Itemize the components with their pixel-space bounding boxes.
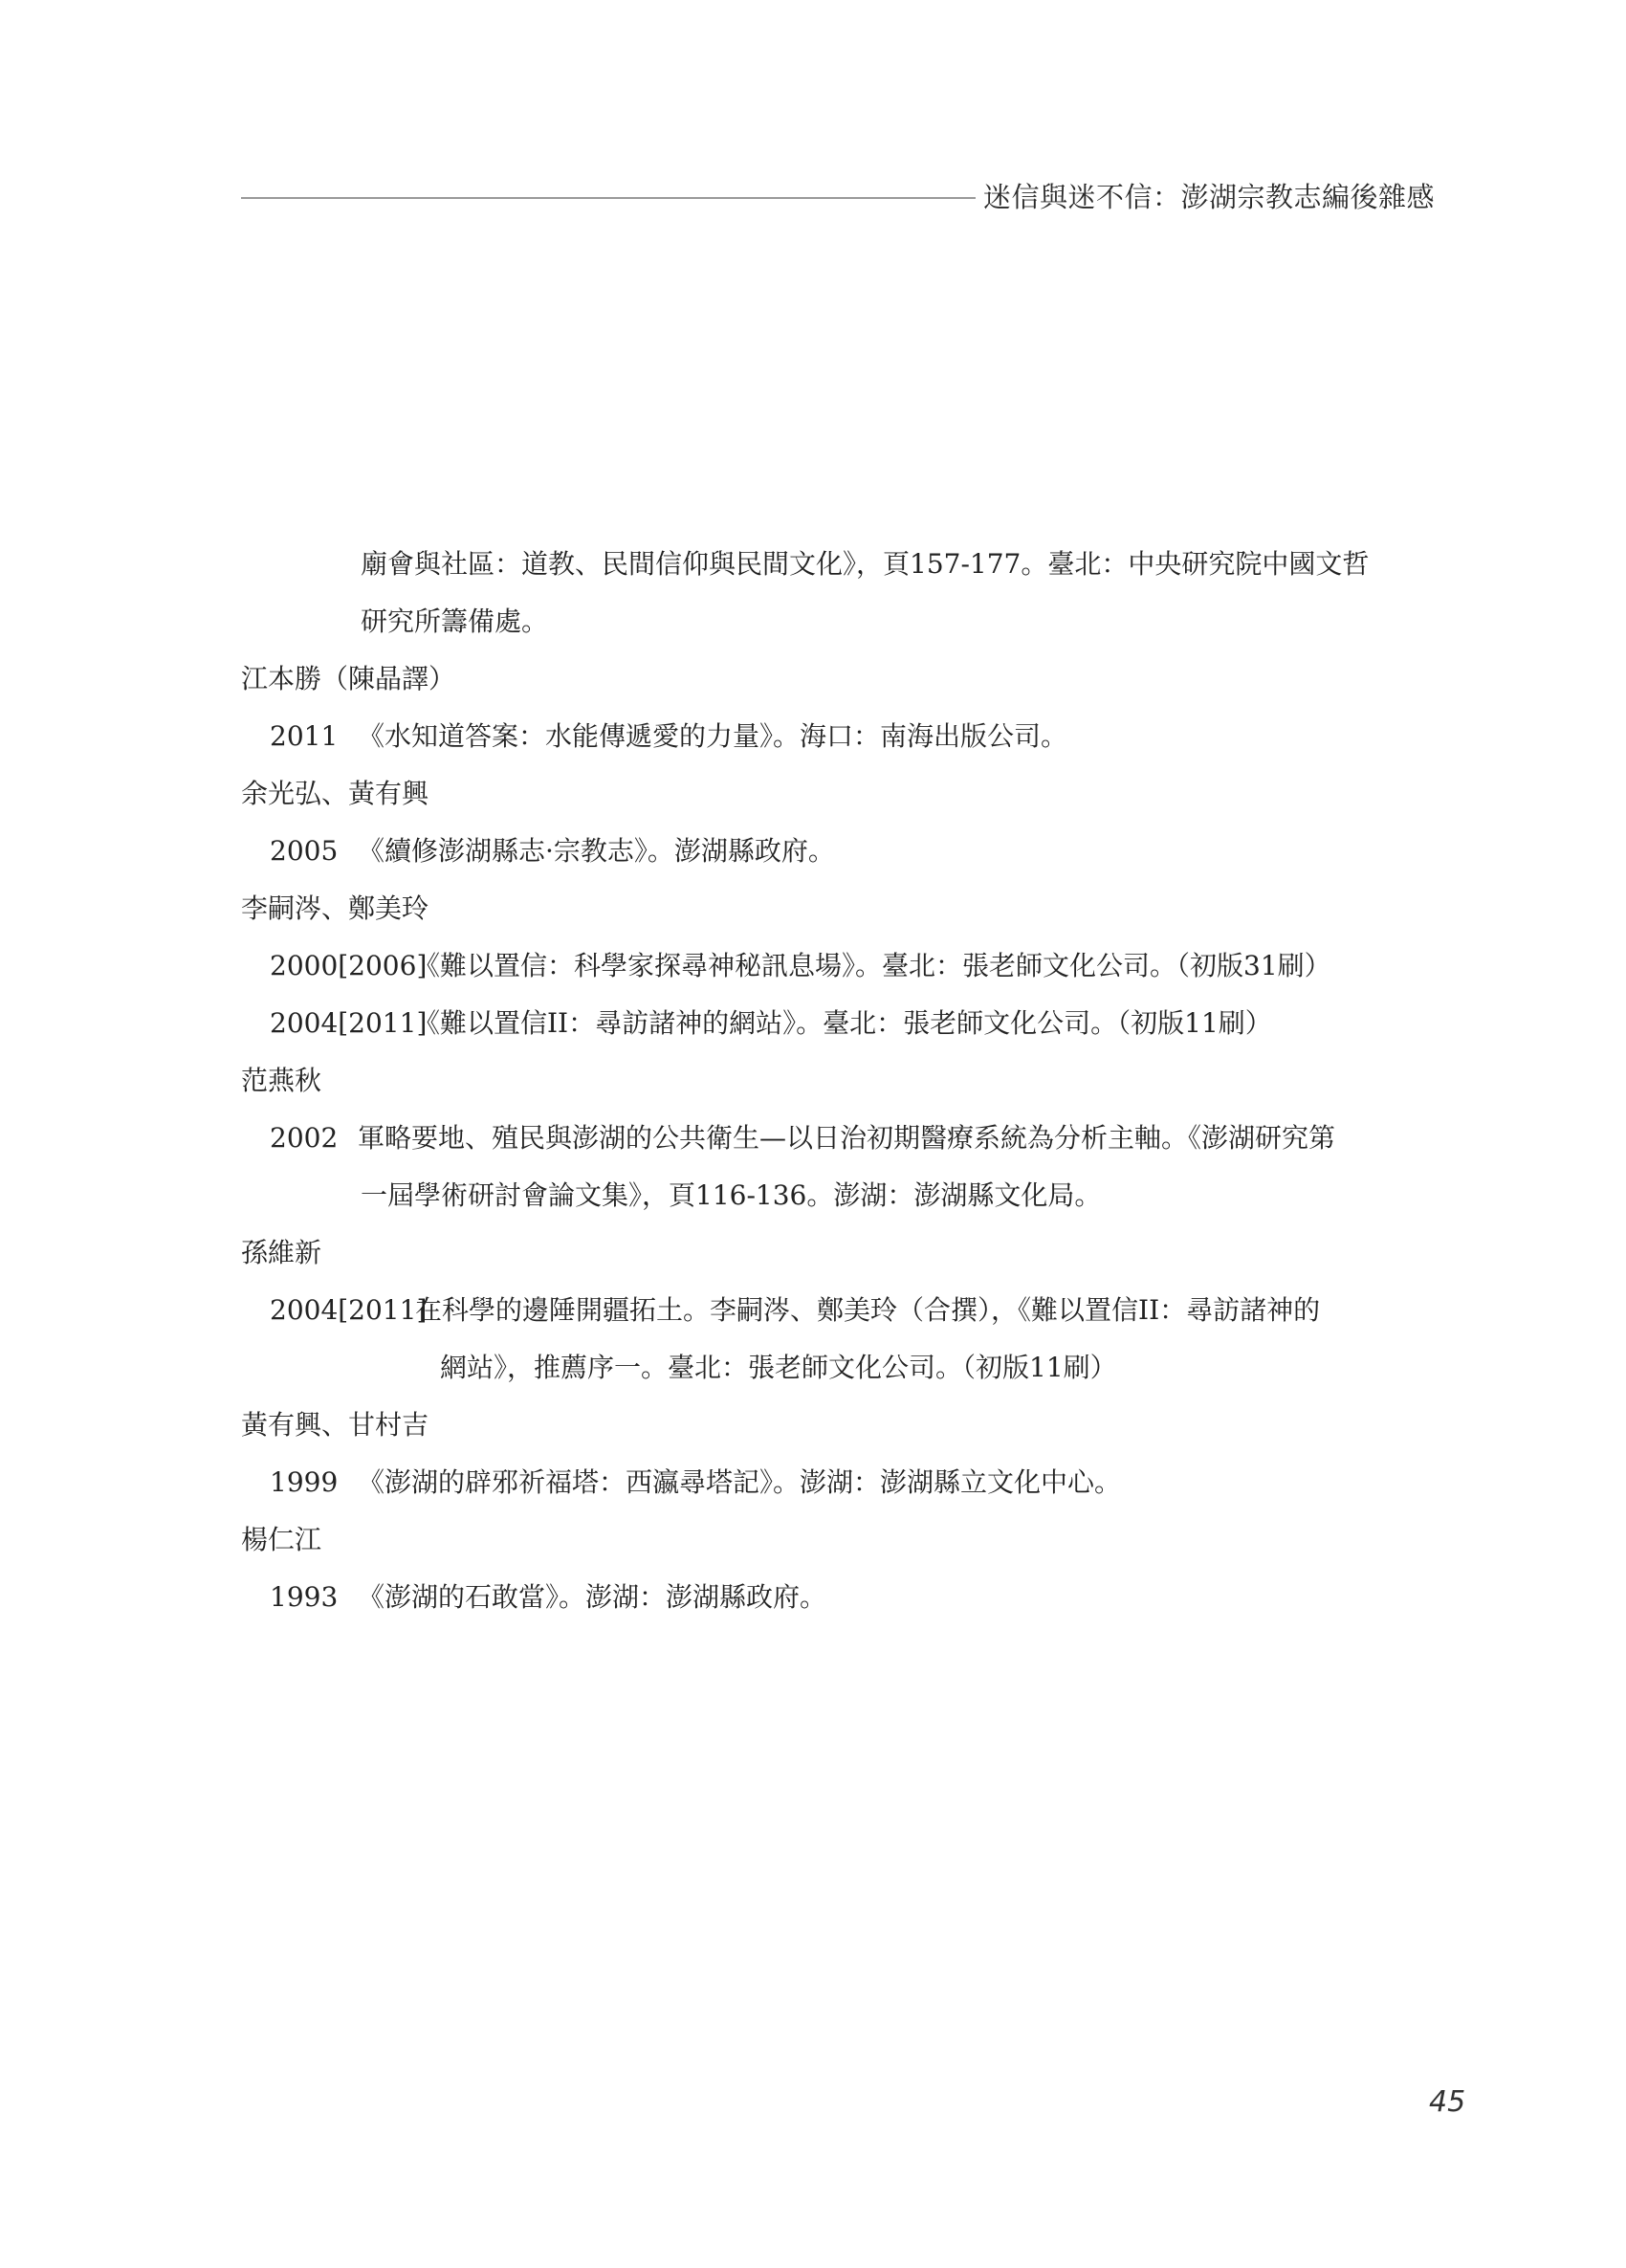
bib-year: 2011 — [270, 720, 339, 752]
page-number: 45 — [1429, 2085, 1466, 2119]
bibliography — [241, 536, 1437, 1626]
bib-author: 黃有興、甘村吉 — [241, 1409, 429, 1441]
bib-year: 2005 — [270, 835, 339, 867]
bib-entry — [241, 1282, 1437, 1339]
bib-author: 楊仁江 — [241, 1524, 322, 1555]
bib-text: 《難以置信：科學家探尋神秘訊息場》。臺北：張老師文化公司。（初版31刷） — [413, 950, 1331, 981]
bib-year: 2002 — [270, 1122, 339, 1154]
bib-entry — [241, 995, 1437, 1052]
bib-year: 2000[2006] — [270, 950, 428, 981]
bib-author: 余光弘、黃有興 — [241, 778, 429, 809]
bib-year: 1999 — [270, 1466, 339, 1498]
bib-text: 在科學的邊陲開疆拓土。李嗣涔、鄭美玲（合撰），《難以置信II：尋訪諸神的 — [415, 1294, 1321, 1326]
bib-year: 2004[2011] — [270, 1294, 428, 1326]
bib-entry — [241, 823, 1437, 880]
header-rule — [241, 197, 976, 199]
bib-author: 江本勝（陳晶譯） — [241, 663, 456, 694]
bib-entry — [241, 1569, 1437, 1626]
bib-continuation: 一屆學術研討會論文集》，頁116-136。澎湖：澎湖縣文化局。 — [361, 1179, 1102, 1211]
bib-continuation: 網站》，推薦序一。臺北：張老師文化公司。（初版11刷） — [440, 1352, 1117, 1383]
bib-year: 1993 — [270, 1581, 339, 1613]
continuation-line: 廟會與社區：道教、民間信仰與民間文化》，頁157-177。臺北：中央研究院中國文哲 — [361, 548, 1370, 580]
bib-text: 《續修澎湖縣志·宗教志》。澎湖縣政府。 — [358, 835, 835, 867]
bib-entry — [241, 1110, 1437, 1167]
bib-author: 李嗣涔、鄭美玲 — [241, 892, 429, 924]
bib-entry — [241, 708, 1437, 765]
bib-text: 《澎湖的辟邪祈福塔：西瀛尋塔記》。澎湖：澎湖縣立文化中心。 — [358, 1466, 1122, 1498]
bib-author: 范燕秋 — [241, 1065, 322, 1096]
bib-text: 《難以置信II：尋訪諸神的網站》。臺北：張老師文化公司。（初版11刷） — [413, 1007, 1272, 1039]
bib-text: 軍略要地、殖民與澎湖的公共衛生—以日治初期醫療系統為分析主軸。《澎湖研究第 — [358, 1122, 1336, 1154]
bib-text: 《水知道答案：水能傳遞愛的力量》。海口：南海出版公司。 — [358, 720, 1068, 752]
bib-entry — [241, 937, 1437, 995]
bib-author: 孫維新 — [241, 1237, 322, 1268]
continuation-line: 研究所籌備處。 — [361, 606, 549, 637]
bib-entry — [241, 1454, 1437, 1511]
bib-text: 《澎湖的石敢當》。澎湖：澎湖縣政府。 — [358, 1581, 827, 1613]
bib-year: 2004[2011] — [270, 1007, 428, 1039]
running-header: 迷信與迷不信：澎湖宗教志編後雜感 — [982, 181, 1435, 213]
